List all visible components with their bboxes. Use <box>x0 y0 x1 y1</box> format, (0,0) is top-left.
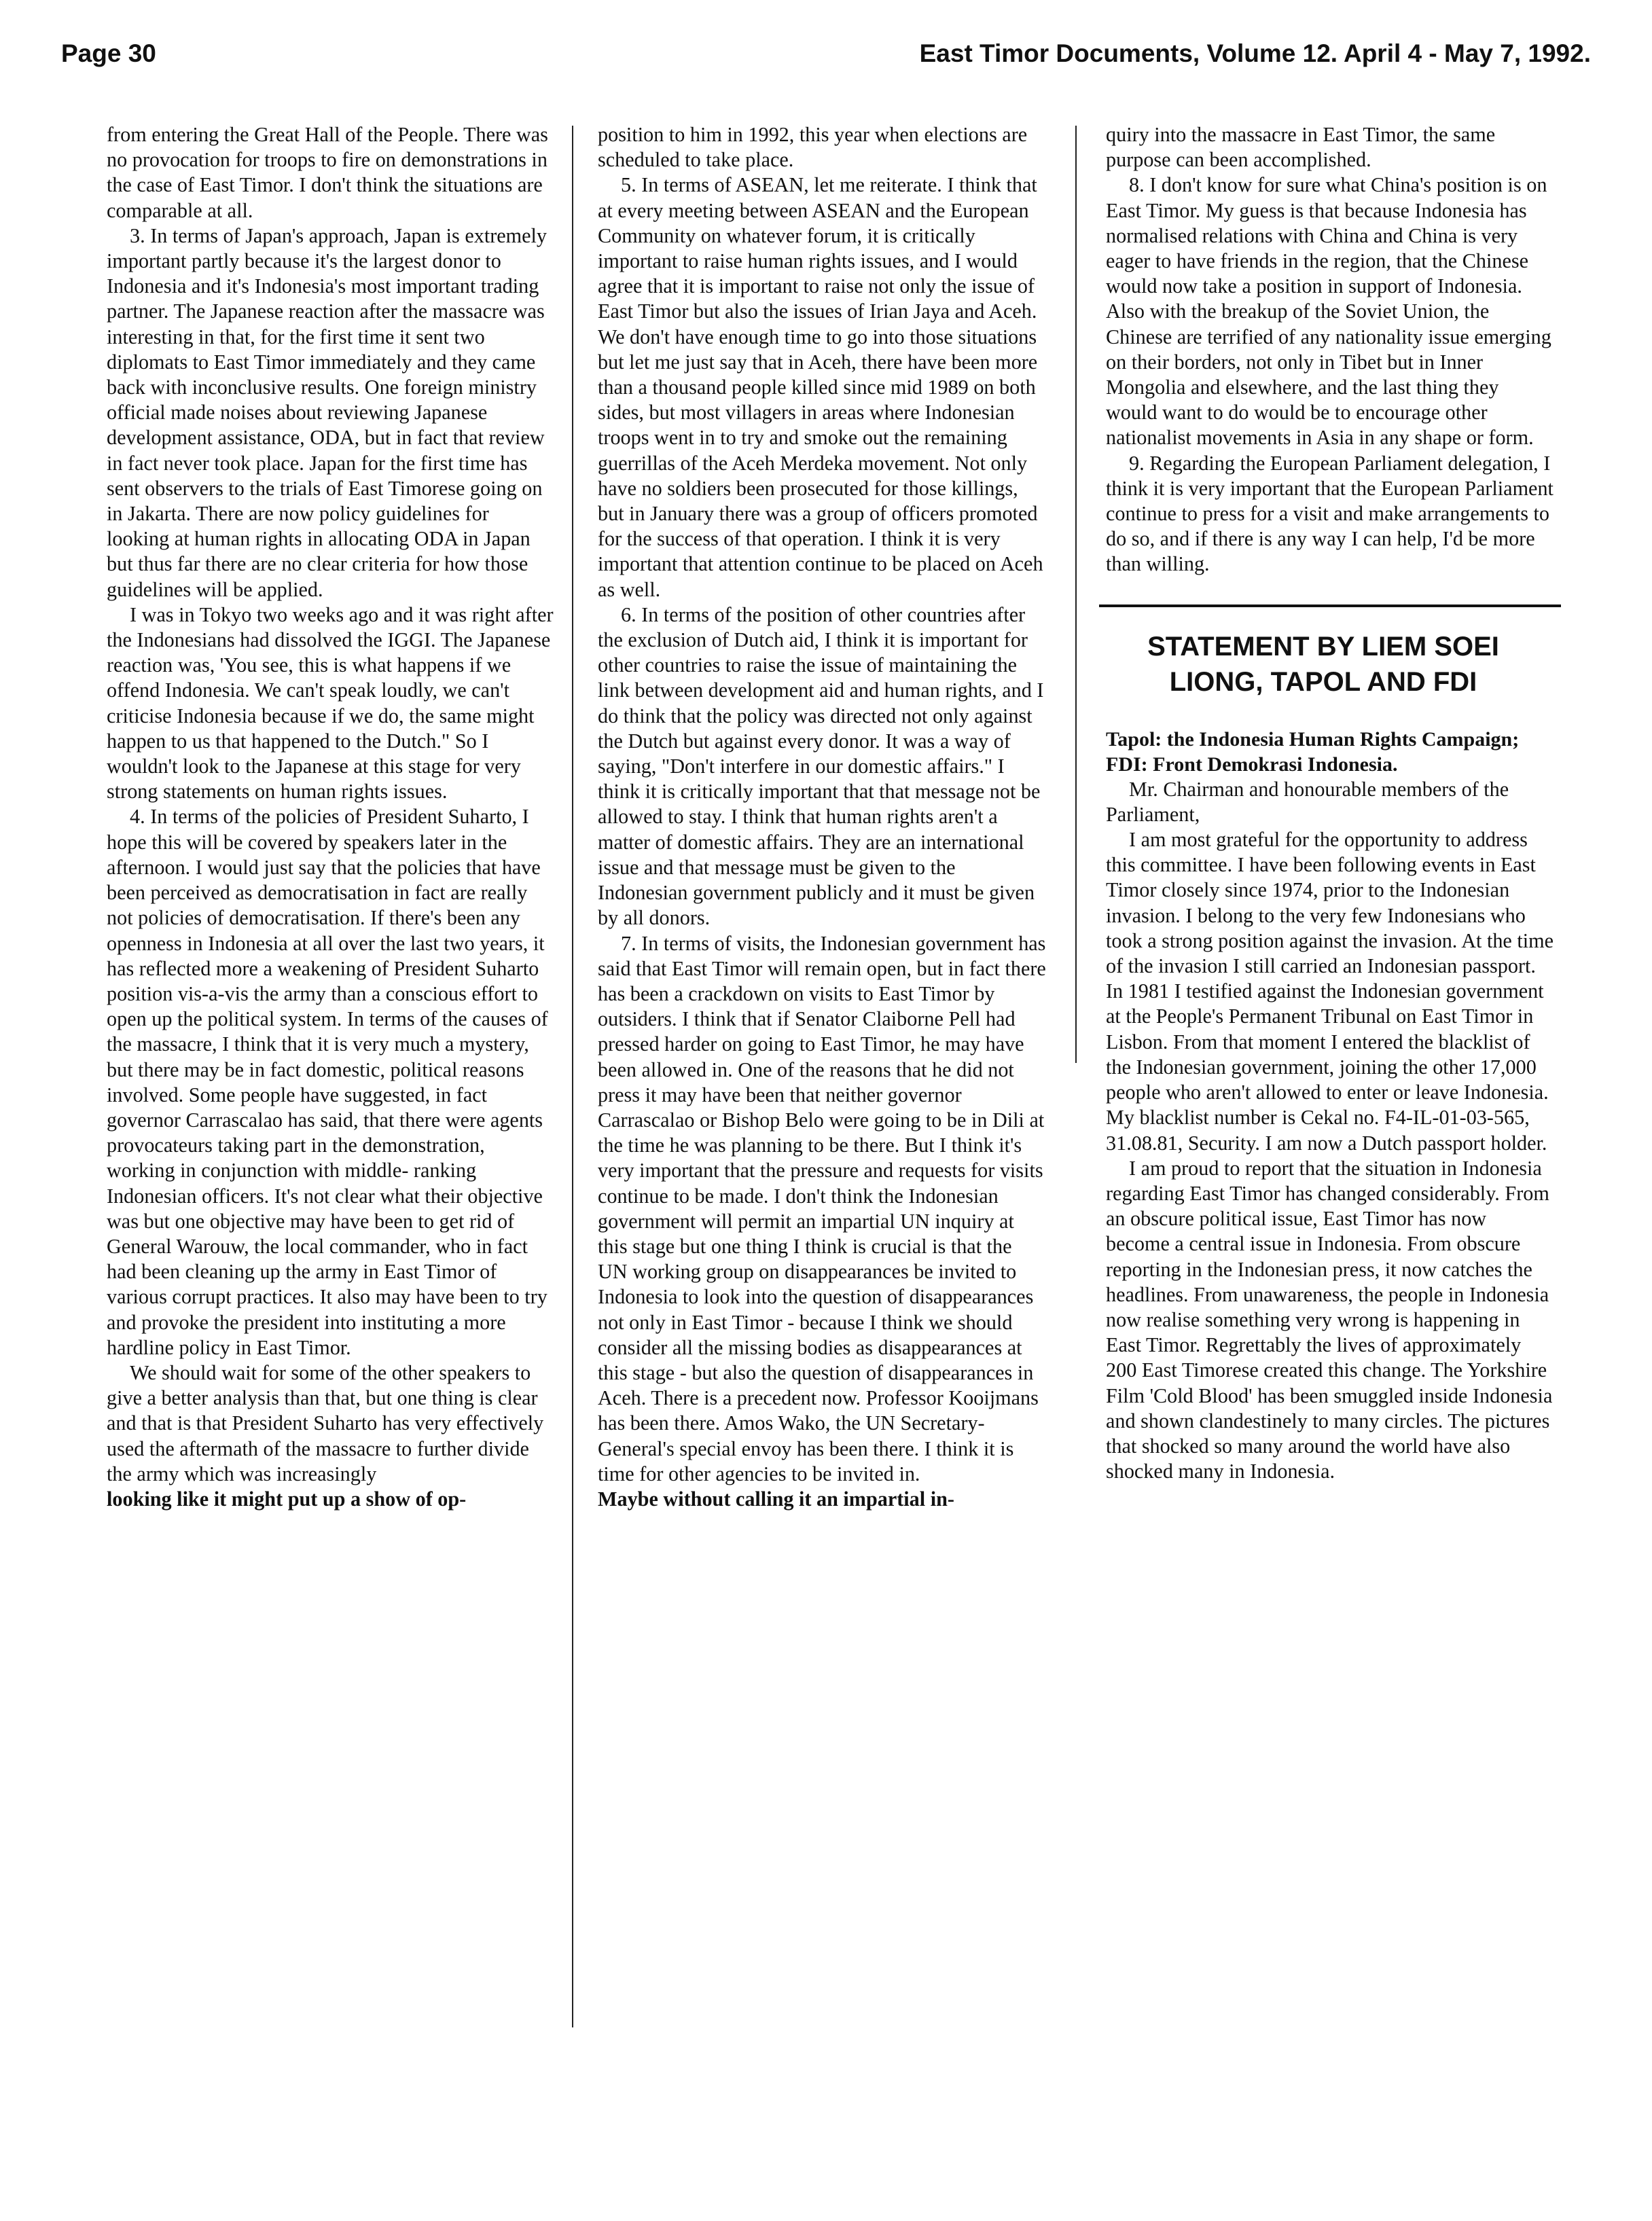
paragraph: from entering the Great Hall of the People. There was no provocation for troops to fire on demonstrations in the case of East Timor. I don't think the situations are comparable at all. <box>107 123 548 222</box>
page-number: Page 30 <box>61 39 156 67</box>
paragraph-continuation: looking like it might put up a show of op- <box>107 1487 467 1511</box>
paragraph: Mr. Chairman and honourable members of the Parliament, <box>1106 777 1509 826</box>
paragraph: position to him in 1992, this year when elections are scheduled to take place. <box>598 123 1028 172</box>
column-two <box>598 122 1046 1512</box>
paragraph: I was in Tokyo two weeks ago and it was right after the Indonesians had dissolved the IGGI. The Japanese reaction was, 'You see, this is what happens if we offend Indonesia. We can't speak loudly, we can't criticise Indonesia because if we do, the same might happen to us that happened to the Dutch." So I wouldn't look to the Japanese at this stage for very strong statements on human rights issues. <box>107 602 554 803</box>
column-three <box>1106 122 1554 1484</box>
paragraph: 9. Regarding the European Parliament delegation, I think it is very important that the European Parliament continue to press for a visit and make arrangements to do so, and if there is any way I can help, I'd be more than willing. <box>1106 451 1554 576</box>
paragraph: 6. In terms of the position of other countries after the exclusion of Dutch aid, I think it is important for other countries to raise the issue of maintaining the link between development aid and human rights, and I do think that the policy was directed not only against the Dutch but against every donor. It was a way of saying, "Don't interfere in our domestic affairs." I think it is critically important that that message not be allowed to stay. I think that human rights aren't a matter of domestic affairs. They are an international issue and that message must be given to the Indonesian government publicly and it must be given by all donors. <box>598 602 1044 930</box>
section-subhead: Tapol: the Indonesia Human Rights Campaign; FDI: Front Demokrasi Indonesia. <box>1106 727 1520 776</box>
section-divider <box>1099 604 1561 607</box>
paragraph: I am proud to report that the situation in Indonesia regarding East Timor has changed considerably. From an obscure political issue, East Timor has now become a central issue in Indonesia. From obscure reporting in the Indonesian press, it now catches the headlines. From unawareness, the people in Indonesia now realise something very wrong is happening in East Timor. Regrettably the lives of approximately 200 East Timorese created this change. The Yorkshire Film 'Cold Blood' has been smuggled inside Indonesia and shown clandestinely to many circles. The pictures that shocked so many around the world have also shocked many in Indonesia. <box>1106 1156 1553 1483</box>
column-one <box>107 122 555 1512</box>
paragraph: 4. In terms of the policies of President Suharto, I hope this will be covered by speakers later in the afternoon. I would just say that the policies that have been perceived as democratisation in fact are really not policies of democratisation. If there's been any openness in Indonesia at all over the last two years, it has reflected more a weakening of President Suharto position vis-a-vis the army than a conscious effort to open up the political system. In terms of the causes of the massacre, I think that it is very much a mystery, but there may be in fact domestic, political reasons involved. Some people have suggested, in fact governor Carrascalao has said, that there were agents provocateurs taking part in the demonstration, working in conjunction with middle- ranking Indonesian officers. It's not clear what their objective was but one objective may have been to get rid of General Warouw, the local commander, who in fact had been cleaning up the army in East Timor of various corrupt practices. It also may have been to try and provoke the president into instituting a more hardline policy in East Timor. <box>107 805 548 1359</box>
section-title: STATEMENT BY LIEM SOEI LIONG, TAPOL AND FDI <box>1147 631 1499 697</box>
paragraph: 3. In terms of Japan's approach, Japan is extremely important partly because it's the largest donor to Indonesia and it's Indonesia's most important trading partner. The Japanese reaction after the massacre was interesting in that, for the first time it sent two diplomats to East Timor immediately and they came back with inconclusive results. One foreign ministry official made noises about reviewing Japanese development assistance, ODA, but in fact that review in fact never took place. Japan for the first time has sent observers to the trials of East Timorese going on in Jakarta. There are now policy guidelines for looking at human rights in allocating ODA in Japan but thus far there are no clear criteria for how those guidelines will be applied. <box>107 223 547 601</box>
paragraph: 7. In terms of visits, the Indonesian government has said that East Timor will remain open, but in fact there has been a crackdown on visits to East Timor by outsiders. I think that if Senator Claiborne Pell had pressed harder on going to East Timor, he may have been allowed in. One of the reasons that he did not press it may have been that neither governor Carrascalao or Bishop Belo were going to be in Dili at the time he was planning to be there. But I think it's very important that the pressure and requests for visits continue to be made. I don't think the Indonesian government will permit an impartial UN inquiry at this stage but one thing I think is crucial is that the UN working group on disappearances be invited to Indonesia to look into the question of disappearances not only in East Timor - because I think we should consider all the missing bodies as disappearances at this stage - but also the question of disappearances in Aceh. There is a precedent now. Professor Kooijmans has been there. Amos Wako, the UN Secretary- General's special envoy has been there. I think it is time for other agencies to be invited in. <box>598 931 1046 1485</box>
paragraph: I am most grateful for the opportunity to address this committee. I have been following events in East Timor closely since 1974, prior to the Indonesian invasion. I belong to the very few Indonesians who took a strong position against the invasion. At the time of the invasion I still carried an Indonesian passport. In 1981 I testified against the Indonesian government at the People's Permanent Tribunal on East Timor in Lisbon. From that moment I entered the blacklist of the Indonesian government, joining the other 17,000 people who aren't allowed to enter or leave Indonesia. My blacklist number is Cekal no. F4-IL-01-03-565, 31.08.81, Security. I am now a Dutch passport holder. <box>1106 828 1554 1155</box>
paragraph: 8. I don't know for sure what China's position is on East Timor. My guess is that because Indonesia has normalised relations with China and China is very eager to have friends in the region, that the Chinese would now take a position in support of Indonesia. Also with the breakup of the Soviet Union, the Chinese are terrified of any nationality issue emerging on their borders, not only in Tibet but in Inner Mongolia and elsewhere, and the last thing they would want to do would be to encourage other nationalist movements in Asia in any shape or form. <box>1106 173 1551 450</box>
paragraph: We should wait for some of the other speakers to give a better analysis than that, but one thing is clear and that is that President Suharto has very effectively used the aftermath of the massacre to further divide the army which was increasingly <box>107 1360 544 1485</box>
paragraph-continuation: Maybe without calling it an impartial in- <box>598 1487 954 1511</box>
column-divider-right <box>1075 126 1077 1063</box>
page-header <box>61 39 1591 80</box>
column-divider-left <box>572 126 573 2027</box>
running-title: East Timor Documents, Volume 12. April 4 - May 7, 1992. <box>919 39 1591 67</box>
paragraph: quiry into the massacre in East Timor, the same purpose can been accomplished. <box>1106 123 1496 172</box>
paragraph: 5. In terms of ASEAN, let me reiterate. I think that at every meeting between ASEAN and the European Community on whatever forum, it is critically important to raise human rights issues, and I would agree that it is important to raise not only the issue of East Timor but also the issues of Irian Jaya and Aceh. We don't have enough time to go into those situations but let me just say that in Aceh, there have been more than a thousand people killed since mid 1989 on both sides, but most villagers in areas where Indonesian troops went in to try and smoke out the remaining guerrillas of the Aceh Merdeka movement. Not only have no soldiers been prosecuted for those killings, but in January there was a group of officers promoted for the success of that operation. I think it is very important that attention continue to be placed on Aceh as well. <box>598 173 1043 601</box>
